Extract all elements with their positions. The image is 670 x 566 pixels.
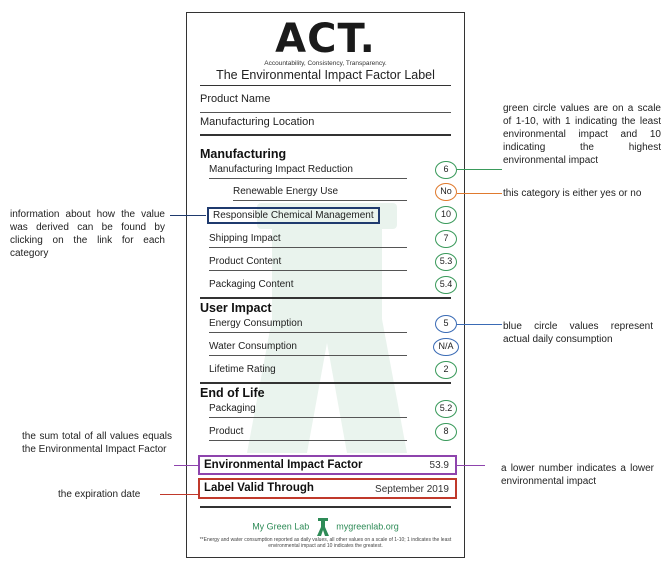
connector-orange	[457, 193, 502, 194]
valid-through-label: Label Valid Through	[204, 482, 314, 494]
row-underline	[209, 178, 407, 179]
row-underline	[209, 417, 407, 418]
annotation-blue-circles: blue circle values represent actual daily consumption	[503, 321, 653, 345]
section-user-impact: User Impact	[200, 301, 272, 315]
label-valid-through-row	[198, 478, 457, 499]
score-circle-packaging: 5.2	[435, 400, 457, 418]
row-underline	[233, 200, 407, 201]
divider	[200, 112, 451, 113]
score-circle-lifetime-rating: 2	[435, 361, 457, 379]
row-label-energy-consumption[interactable]: Energy Consumption	[209, 318, 303, 329]
eif-label: Environmental Impact Factor	[204, 459, 363, 471]
row-label-responsible-chemical-management[interactable]: Responsible Chemical Management	[207, 207, 380, 224]
row-underline	[209, 270, 407, 271]
score-circle-manufacturing-impact-reduction: 6	[435, 161, 457, 179]
annotation-lower-number: a lower number indicates a lower environmental impact	[501, 463, 654, 487]
row-label-lifetime-rating[interactable]: Lifetime Rating	[209, 364, 276, 375]
title-divider	[200, 85, 451, 86]
yes-no-circle-renewable-energy-use: No	[435, 183, 457, 201]
environmental-impact-factor-row	[198, 455, 457, 475]
product-name-field: Product Name	[200, 93, 271, 105]
connector-blue	[457, 324, 502, 325]
section-divider	[200, 382, 451, 384]
brand-name: My Green Lab	[252, 521, 310, 532]
row-underline	[209, 440, 407, 441]
connector-purple-right	[457, 465, 485, 466]
section-divider	[200, 297, 451, 299]
footer-brand	[187, 518, 464, 536]
row-label-product-content[interactable]: Product Content	[209, 256, 282, 267]
row-label-water-consumption[interactable]: Water Consumption	[209, 341, 297, 352]
connector-red	[160, 494, 198, 495]
row-label-shipping-impact[interactable]: Shipping Impact	[209, 233, 281, 244]
row-label-packaging-content[interactable]: Packaging Content	[209, 279, 294, 290]
footer-divider	[200, 506, 451, 508]
score-circle-product-content: 5.3	[435, 253, 457, 271]
row-underline	[209, 247, 407, 248]
row-label-product[interactable]: Product	[209, 426, 244, 437]
fields-divider	[200, 134, 451, 136]
annotation-green-circles: green circle values are on a scale of 1-10, with 1 indicating the least environmental impact and 10 indicating the highest environmental impact	[503, 103, 661, 166]
score-circle-shipping-impact: 7	[435, 230, 457, 248]
row-underline	[209, 355, 407, 356]
row-label-packaging[interactable]: Packaging	[209, 403, 256, 414]
label-title: The Environmental Impact Factor Label	[216, 68, 435, 82]
connector-navy	[170, 215, 206, 216]
section-manufacturing: Manufacturing	[200, 147, 287, 161]
footnote: **Energy and water consumption reported as daily values, all other values on a scale of 1-10; 1 indicates the least environmental impact and 10 indicates the greatest.	[199, 537, 452, 549]
annotation-sum-total: the sum total of all values equals the Environmental Impact Factor	[22, 431, 172, 455]
act-logo: ACT.	[275, 16, 376, 62]
connector-purple-left	[174, 465, 198, 466]
row-label-renewable-energy-use[interactable]: Renewable Energy Use	[233, 186, 339, 197]
row-underline	[209, 332, 407, 333]
score-circle-product: 8	[435, 423, 457, 441]
daily-consumption-circle-water: N/A	[433, 338, 459, 356]
flask-logo-icon	[315, 518, 331, 536]
row-label-manufacturing-impact-reduction[interactable]: Manufacturing Impact Reduction	[209, 164, 353, 175]
brand-url[interactable]: mygreenlab.org	[336, 521, 399, 532]
connector-green	[457, 169, 502, 170]
score-circle-responsible-chemical-management: 10	[435, 206, 457, 224]
annotation-info-link: information about how the value was derived can be found by clicking on the link for each category	[10, 209, 165, 259]
daily-consumption-circle-energy: 5	[435, 315, 457, 333]
score-circle-packaging-content: 5.4	[435, 276, 457, 294]
annotation-yes-no: this category is either yes or no	[503, 188, 642, 199]
eif-value: 53.9	[429, 460, 449, 471]
eif-label-card	[186, 12, 465, 558]
tagline: Accountability, Consistency, Transparency.	[264, 60, 387, 67]
expiration-date: September 2019	[375, 484, 449, 495]
annotation-expiration: the expiration date	[58, 489, 141, 500]
section-end-of-life: End of Life	[200, 386, 265, 400]
manufacturing-location-field: Manufacturing Location	[200, 116, 315, 128]
